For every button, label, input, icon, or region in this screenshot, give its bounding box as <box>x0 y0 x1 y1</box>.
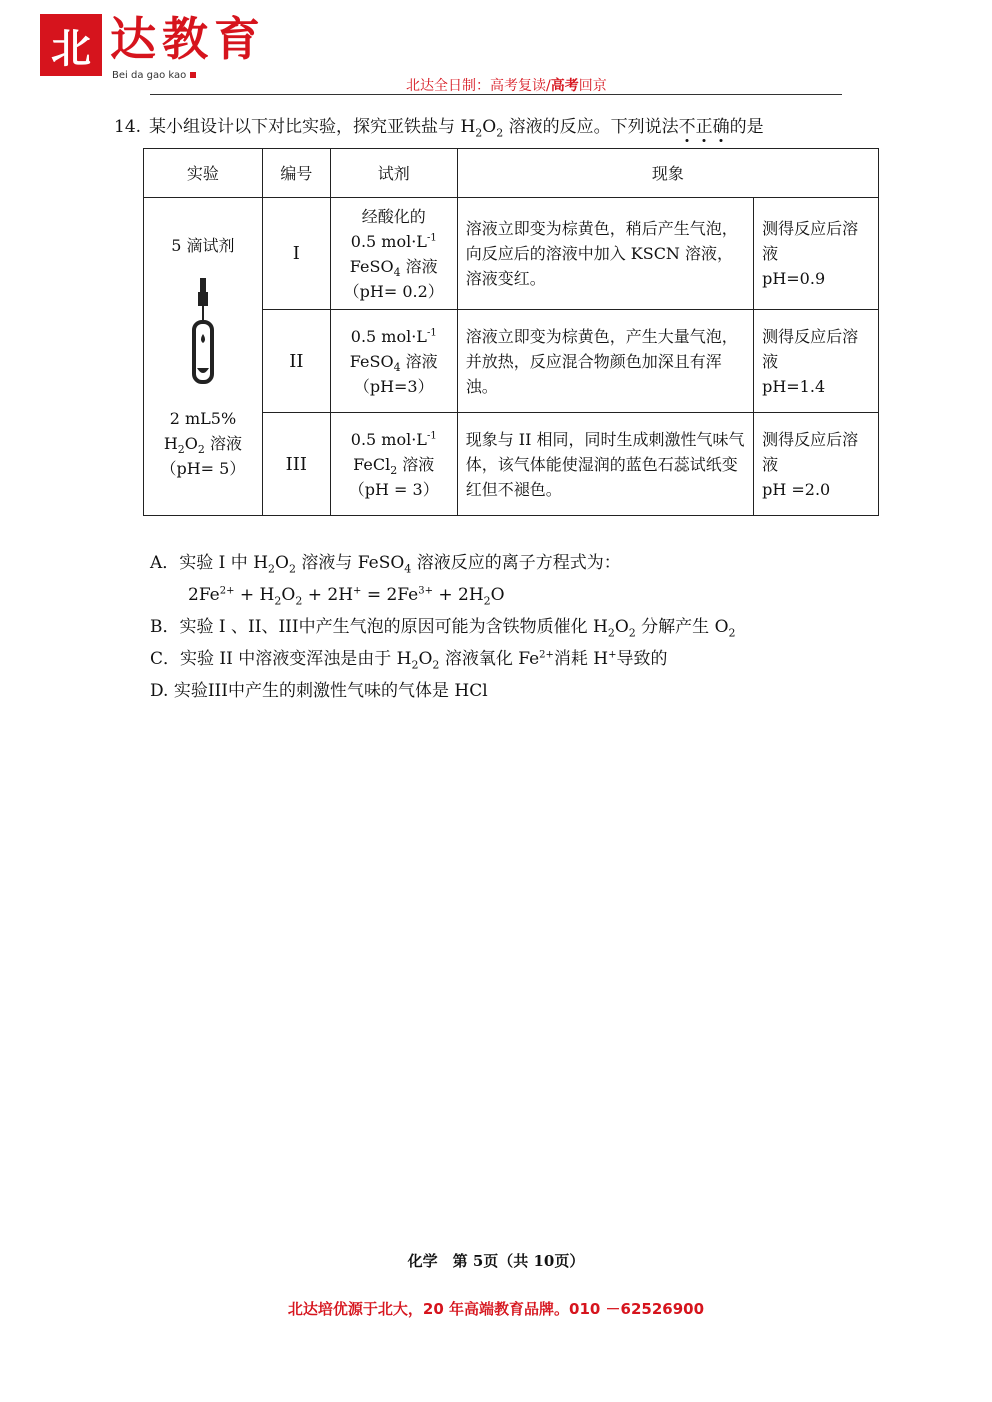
result-cell: 测得反应后溶液 pH=0.9 <box>754 198 879 310</box>
option-a-equation: $2Fe^{2+} + H_2O_2 + 2H^+ = 2Fe^{3+} + 2H_2O$ <box>188 585 505 608</box>
result-cell: 测得反应后溶液 pH =2.0 <box>754 413 879 516</box>
phenomenon-cell: 现象与 II 相同，同时生成刺激性气味气体，该气体能使湿润的蓝色石蕊试纸变红但不褪色。 <box>457 413 753 516</box>
option-c: C．实验 II 中溶液变浑浊是由于 $H_2O_2$ 溶液氧化 $Fe^{2+}$消耗 H+导致的 <box>150 649 668 672</box>
option-a: A．实验 I 中 $H_2O_2$ 溶液与 FeSO$_4$ 溶液反应的离子方程式为： <box>150 553 621 576</box>
table-row <box>144 198 879 310</box>
header-reagent: 试剂 <box>330 149 457 198</box>
phenomenon-cell: 溶液立即变为棕黄色，产生大量气泡，并放热，反应混合物颜色加深且有浑浊。 <box>457 310 753 413</box>
reagent-cell: 0.5 $mol\cdot L^{-1}$ FeCl$_2$ 溶液 （pH = 3） <box>330 413 457 516</box>
phenomenon-cell: 溶液立即变为棕黄色，稍后产生气泡，向反应后的溶液中加入 KSCN 溶液，溶液变红。 <box>457 198 753 310</box>
logo-mark: 北 <box>40 14 102 76</box>
setup-cell: 5 滴试剂 2 mL5% $H_2O_2$ 溶液 （pH= 5） <box>144 198 263 516</box>
header-number: 编号 <box>262 149 330 198</box>
header-divider <box>150 94 842 95</box>
header-experiment: 实验 <box>144 149 263 198</box>
reagent-cell: 经酸化的 0.5 $mol\cdot L^{-1}$ FeSO$_4$ 溶液 （pH= 0.2） <box>330 198 457 310</box>
footer-slogan: 北达培优源于北大，20 年高端教育品牌。010 －62526900 <box>287 1300 705 1318</box>
table-header-row <box>144 149 879 198</box>
answer-options <box>150 547 736 707</box>
emphasis-text: 不正确 <box>678 117 730 137</box>
option-d: D. 实验III中产生的刺激性气味的气体是 HCl <box>150 681 488 701</box>
experiment-table <box>143 148 879 516</box>
logo-text: 达教育 <box>110 12 266 66</box>
result-cell: 测得反应后溶液 pH=1.4 <box>754 310 879 413</box>
reagent-cell: 0.5 $mol\cdot L^{-1}$ FeSO$_4$ 溶液 （pH=3） <box>330 310 457 413</box>
page-number: 化学 第 5页（共 10页） <box>407 1252 585 1270</box>
row-id: II <box>262 310 330 413</box>
option-b: B．实验 I 、II、III中产生气泡的原因可能为含铁物质催化 $H_2O_2$ 分解产生 $O_2$ <box>150 617 736 640</box>
header-slogan: 北达全日制：高考复读/高考回京 <box>406 78 607 94</box>
test-tube-dropper-icon <box>183 276 223 396</box>
logo-subtitle: Bei da gao kao <box>112 70 196 81</box>
row-id: I <box>262 198 330 310</box>
header-phenomenon: 现象 <box>457 149 878 198</box>
row-id: III <box>262 413 330 516</box>
question-stem: 14. 某小组设计以下对比实验，探究亚铁盐与 $H_2O_2$ 溶液的反应。下列说法不正确的是 <box>114 117 764 140</box>
